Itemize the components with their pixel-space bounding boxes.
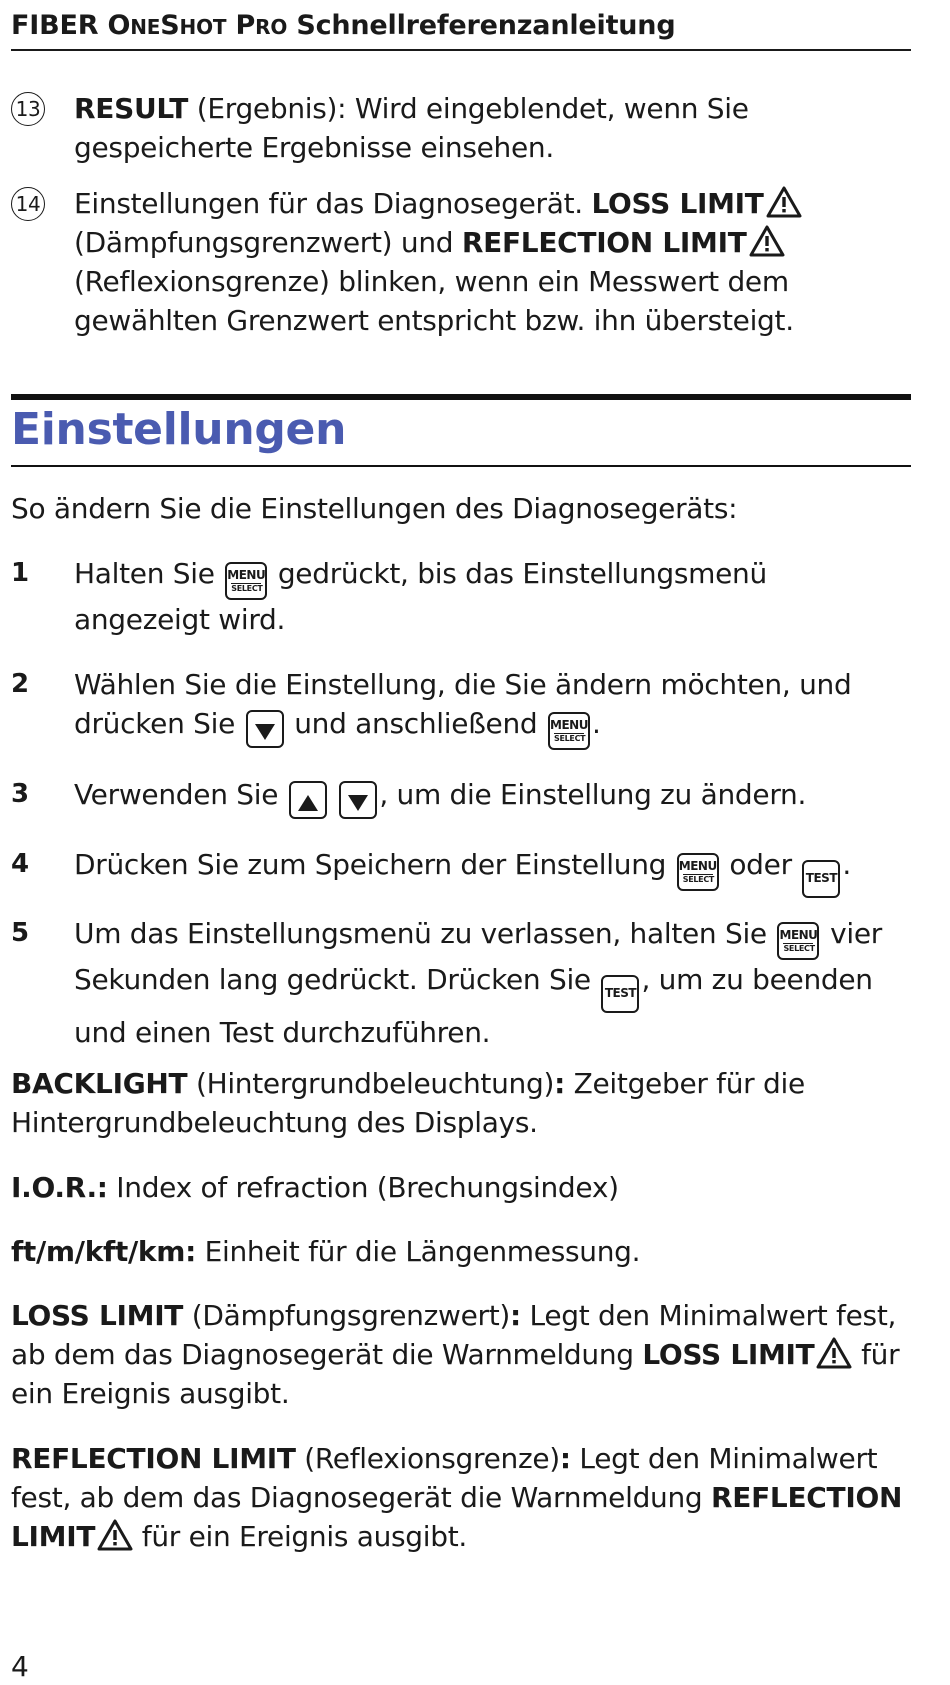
step-number: 3 [11,779,29,809]
warning-icon [749,225,785,257]
definition-backlight: BACKLIGHT (Hintergrundbeleuchtung): Zeitgeber für die Hintergrundbeleuchtung des Displays. [11,1067,805,1139]
definition-ior: I.O.R.: Index of refraction (Brechungsindex) [11,1171,619,1204]
warning-icon [766,186,802,218]
menu-select-key-icon: MENU SELECT [548,712,590,750]
section-intro: So ändern Sie die Einstellungen des Diagnosegeräts: [11,492,738,525]
test-key-icon: TEST [802,860,840,898]
section-rule-bottom [11,465,911,467]
menu-select-key-icon: MENU SELECT [677,853,719,891]
page-number: 4 [11,1650,29,1683]
section-rule-top [11,394,911,400]
warning-icon [816,1337,852,1369]
definition-loss-limit: LOSS LIMIT (Dämpfungsgrenzwert): Legt den Minimalwert fest, ab dem das Diagnosegerät die Warnmeldung LOSS LIMIT für ein Ereignis ausgibt. [11,1299,900,1410]
step-number: 5 [11,918,29,948]
running-header: FIBER ONESHOT PRO Schnellreferenzanleitung [11,10,911,51]
menu-select-key-icon: MENU SELECT [777,922,819,960]
definition-reflection-limit: REFLECTION LIMIT (Reflexionsgrenze): Legt den Minimalwert fest, ab dem das Diagnosegerät die Warnmeldung REFLECTION LIMIT für ein Ereignis ausgibt. [11,1442,903,1553]
warning-icon [97,1519,133,1551]
arrow-down-key-icon [339,781,377,819]
manual-page: FIBER ONESHOT PRO Schnellreferenzanleitung 13 RESULT (Ergebnis): Wird eingeblendet, wenn Sie gespeicherte Ergebnisse einsehen. 14 Einstellungen für das Diagnosegerät. LOSS LIMIT (Dämpfungsgrenzwert) und REFLECTION LIMIT (Reflexionsgrenze) blinken, wenn ein Messwert dem gewählten Grenzwert entspricht bzw. ihn übersteigt. Einstellungen So ändern Sie die Einstellungen des Diagnosegeräts: 1 Halten Sie MENU SELECT gedrückt, bis das Einstellungsmenü angezeigt wird. 2 Wählen Sie die Einstellung, die Sie ändern möchten, und drücken Sie und anschließend MENU SELECT . 3 Verwenden Sie , um die Einstellung zu ändern. 4 Drücken Sie zum Speichern der Einstellung MENU SELECT oder TEST . 5 Um das Einstellungsmenü zu verlassen, halten Sie MENU SELECT vier Sekunden lang gedrückt. Drücken Sie TEST , um zu beenden und einen Test durchzuführen. BACKLIGHT (Hintergrundbeleuchtung): Zeitgeber für die Hintergrundbeleuchtung des Displays. I.O.R.: Index of refraction (Brechungsindex) ft/m/kft/km: Einheit für die Längenmessung. LOSS LIMIT (Dämpfungsgrenzwert): Legt den Minimalwert fest, ab dem das Diagnosegerät die Warnmeldung LOSS LIMIT für ein Ereignis ausgibt. REFLECTION LIMIT (Reflexionsgrenze): Legt den Minimalwert fest, ab dem das Diagnosegerät die Warnmeldung REFLECTION LIMIT für ein Ereignis ausgibt. 4 [11,0,911,1685]
menu-select-key-icon: MENU SELECT [225,562,267,600]
arrow-up-key-icon [289,781,327,819]
definition-units: ft/m/kft/km: Einheit für die Längenmessung. [11,1235,641,1268]
item-number: 13 [11,92,45,126]
item-number: 14 [11,187,45,221]
step-number: 4 [11,849,29,879]
section-title: Einstellungen [11,404,347,455]
test-key-icon: TEST [601,975,639,1013]
step-number: 1 [11,558,29,588]
arrow-down-key-icon [246,710,284,748]
step-number: 2 [11,669,29,699]
